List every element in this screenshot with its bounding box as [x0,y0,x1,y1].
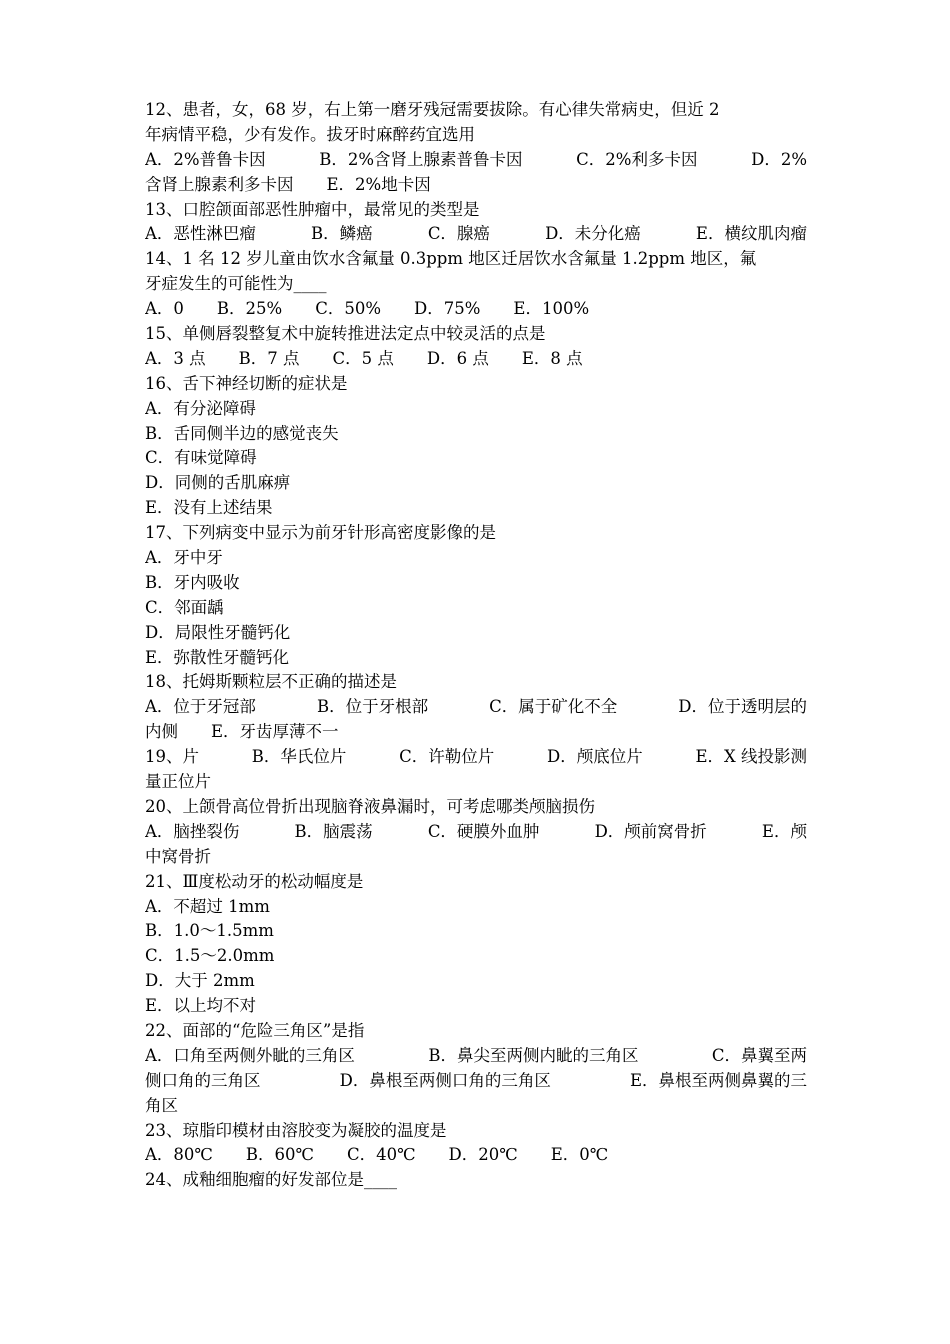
option-text: B．华氏位片 [251,747,347,767]
text-line-q12-opts1 [145,148,807,173]
option-text: D．颅底位片 [546,747,643,767]
option-text: D．颅前窝骨折 [594,821,707,841]
option-text: C．鼻翼至两 [711,1045,807,1065]
option-text: C．2%利多卡因 [576,149,698,169]
text-line-q18-opts1 [145,695,807,720]
option-text: A．恶性淋巴瘤 [145,224,256,244]
text-line-q22-opts3: 角区 [145,1095,178,1115]
text-line-q21-optB: B．1.0～1.5mm [145,921,274,941]
option-text: A．脑挫裂伤 [145,821,240,841]
text-line-q15-line1: 15、单侧唇裂整复术中旋转推进法定点中较灵活的点是 [145,324,546,344]
text-line-q14-line1: 14、1 名 12 岁儿童由饮水含氟量 0.3ppm 地区迁居饮水含氟量 1.2ppm 地区，氟 [145,249,757,269]
text-line-q12-opts2: 含肾上腺素利多卡因 E．2%地卡因 [145,174,431,194]
text-line-q17-optA: A．牙中牙 [145,548,223,568]
option-text: B．鳞癌 [311,224,373,244]
text-line-q16-optE: E．没有上述结果 [145,498,273,518]
option-text: C．腺癌 [427,224,490,244]
text-line-q12-line2: 年病情平稳，少有发作。拔牙时麻醉药宜选用 [145,124,475,144]
option-text: C．属于矿化不全 [489,697,618,717]
text-line-q17-optE: E．弥散性牙髓钙化 [145,647,290,667]
text-line-q22-line1: 22、面部的“危险三角区”是指 [145,1020,365,1040]
option-text: E．横纹肌肉瘤 [695,224,807,244]
text-line-q21-line1: 21、Ⅲ度松动牙的松动幅度是 [145,871,364,891]
text-line-q20-line1: 20、上颌骨高位骨折出现脑脊液鼻漏时，可考虑哪类颅脑损伤 [145,796,595,816]
option-text: 19、片 [145,747,199,767]
text-line-q23-line1: 23、琼脂印模材由溶胶变为凝胶的温度是 [145,1120,447,1140]
text-line-q16-optD: D．同侧的舌肌麻痹 [145,473,291,493]
option-text: 侧口角的三角区 [145,1070,261,1090]
text-line-q21-optE: E．以上均不对 [145,996,257,1016]
text-line-q19-line1 [145,745,807,770]
option-text: C．硬膜外血肿 [427,821,540,841]
text-line-q14-opts: A．0 B．25% C．50% D．75% E．100% [145,299,590,319]
text-line-q17-optD: D．局限性牙髓钙化 [145,622,291,642]
option-text: E．鼻根至两侧鼻翼的三 [629,1070,807,1090]
text-line-q22-opts1 [145,1044,807,1069]
option-text: B．2%含肾上腺素普鲁卡因 [319,149,523,169]
option-text: A．位于牙冠部 [145,697,256,717]
option-text: B．鼻尖至两侧内眦的三角区 [428,1045,639,1065]
option-text: E．X 线投影测 [695,747,807,767]
text-line-q12-line1: 12、患者，女，68 岁，右上第一磨牙残冠需要拔除。有心律失常病史，但近 2 [145,100,720,119]
text-line-q15-opts: A．3 点 B．7 点 C．5 点 D．6 点 E．8 点 [145,348,583,368]
option-text: B．位于牙根部 [316,697,429,717]
text-line-q17-optB: B．牙内吸收 [145,572,240,592]
text-line-q16-optA: A．有分泌障碍 [145,398,256,418]
option-text: D．位于透明层的 [678,697,807,717]
option-text: A．口角至两侧外眦的三角区 [145,1045,355,1065]
text-line-q17-optC: C．邻面龋 [145,597,224,617]
text-line-q23-opts: A．80℃ B．60℃ C．40℃ D．20℃ E．0℃ [145,1145,609,1165]
option-text: D．未分化癌 [545,224,641,244]
text-line-q19-line2: 量正位片 [145,772,211,792]
text-line-q18-opts2: 内侧 E．牙齿厚薄不一 [145,722,339,742]
text-line-q14-line2: 牙症发生的可能性为____ [145,274,327,294]
text-line-q22-opts2 [145,1069,807,1094]
text-line-q21-optC: C．1.5～2.0mm [145,946,275,966]
text-line-q16-optB: B．舌同侧半边的感觉丧失 [145,423,339,443]
text-line-q16-line1: 16、舌下神经切断的症状是 [145,373,348,393]
text-line-q20-opts2: 中窝骨折 [145,846,211,866]
option-text: C．许勒位片 [399,747,495,767]
text-line-q24-line1: 24、成釉细胞瘤的好发部位是____ [145,1170,397,1190]
option-text: D．鼻根至两侧口角的三角区 [339,1070,551,1090]
option-text: D．2% [751,149,807,169]
text-line-q20-opts1 [145,820,807,845]
option-text: A．2%普鲁卡因 [145,149,266,169]
text-line-q13-line1: 13、口腔颌面部恶性肿瘤中，最常见的类型是 [145,199,480,219]
text-line-q18-line1: 18、托姆斯颗粒层不正确的描述是 [145,672,397,692]
text-line-q17-line1: 17、下列病变中显示为前牙针形高密度影像的是 [145,523,496,543]
option-text: B．脑震荡 [294,821,373,841]
text-line-q21-optA: A．不超过 1mm [145,896,270,916]
option-text: E．颅 [761,821,807,841]
text-line-q21-optD: D．大于 2mm [145,971,255,991]
text-line-q16-optC: C．有味觉障碍 [145,448,257,468]
text-line-q13-opts [145,222,807,247]
document-page [145,98,807,1193]
